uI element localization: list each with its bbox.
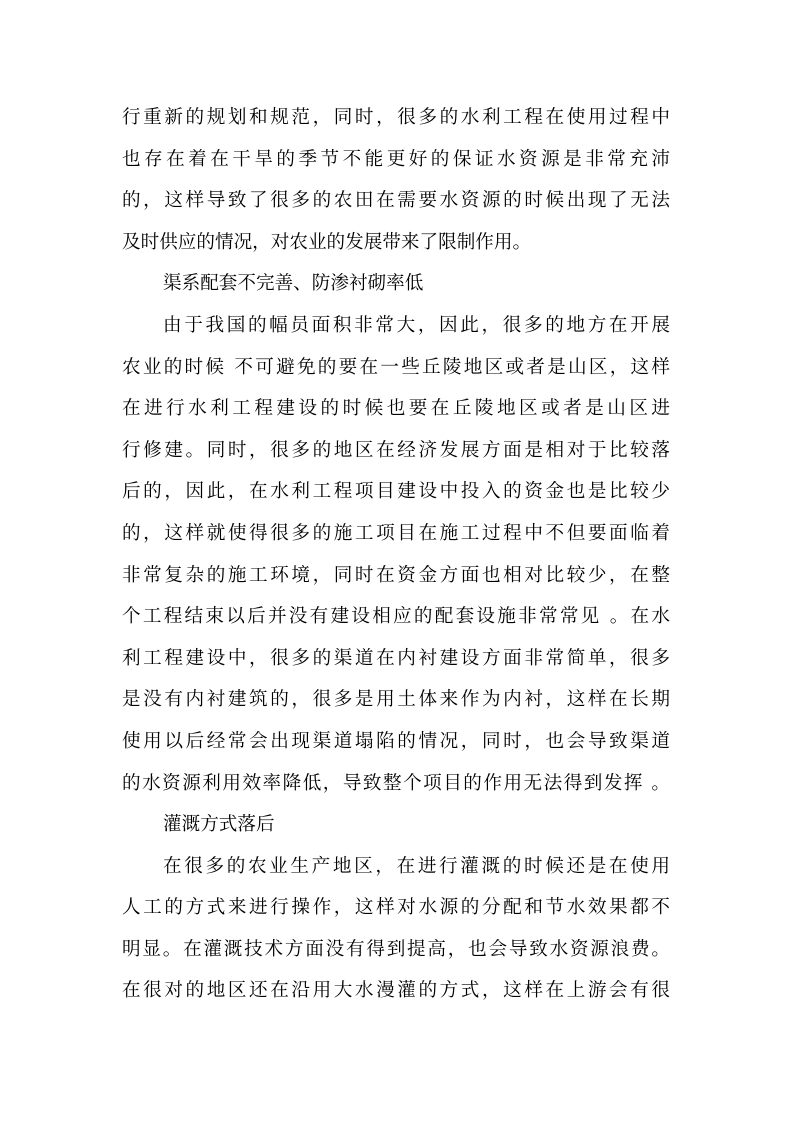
paragraph-line: 人工的方式来进行操作，这样对水源的分配和节水效果都不	[122, 897, 670, 919]
paragraph-line: 的，这样导致了很多的农田在需要水资源的时候出现了无法	[122, 190, 670, 212]
paragraph-line: 明显。在灌溉技术方面没有得到提高，也会导致水资源浪费。	[122, 938, 670, 960]
paragraph-line: 行修建。同时，很多的地区在经济发展方面是相对于比较落	[122, 439, 670, 461]
paragraph-line: 的，这样就使得很多的施工项目在施工过程中不但要面临着	[122, 522, 670, 544]
paragraph-line: 是没有内衬建筑的，很多是用土体来作为内衬，这样在长期	[122, 689, 670, 711]
paragraph-line: 的水资源利用效率降低，导致整个项目的作用无法得到发挥 。	[122, 772, 670, 794]
document-body	[122, 97, 670, 1012]
paragraph-line: 及时供应的情况，对农业的发展带来了限制作用。	[122, 231, 532, 253]
paragraph-line: 后的，因此，在水利工程项目建设中投入的资金也是比较少	[122, 481, 670, 503]
section-heading: 渠系配套不完善、防渗衬砌率低	[163, 273, 424, 295]
paragraph-line: 利工程建设中，很多的渠道在内衬建设方面非常简单，很多	[122, 647, 670, 669]
paragraph-line: 也存在着在干旱的季节不能更好的保证水资源是非常充沛	[122, 148, 670, 170]
paragraph-line: 农业的时候 不可避免的要在一些丘陵地区或者是山区，这样	[122, 356, 670, 378]
section-heading: 灌溉方式落后	[163, 814, 275, 836]
paragraph-line: 个工程结束以后并没有建设相应的配套设施非常常见 。在水	[122, 606, 670, 628]
paragraph-line: 非常复杂的施工环境，同时在资金方面也相对比较少，在整	[122, 564, 670, 586]
paragraph-line: 在很对的地区还在沿用大水漫灌的方式，这样在上游会有很	[122, 980, 670, 1002]
paragraph-line: 行重新的规划和规范，同时，很多的水利工程在使用过程中	[122, 107, 670, 128]
paragraph-line: 在很多的农业生产地区，在进行灌溉的时候还是在使用	[163, 855, 670, 877]
paragraph-line: 由于我国的幅员面积非常大，因此，很多的地方在开展	[163, 314, 670, 336]
paragraph-line: 在进行水利工程建设的时候也要在丘陵地区或者是山区进	[122, 398, 670, 420]
paragraph-line: 使用以后经常会出现渠道塌陷的情况，同时，也会导致渠道	[122, 730, 670, 752]
